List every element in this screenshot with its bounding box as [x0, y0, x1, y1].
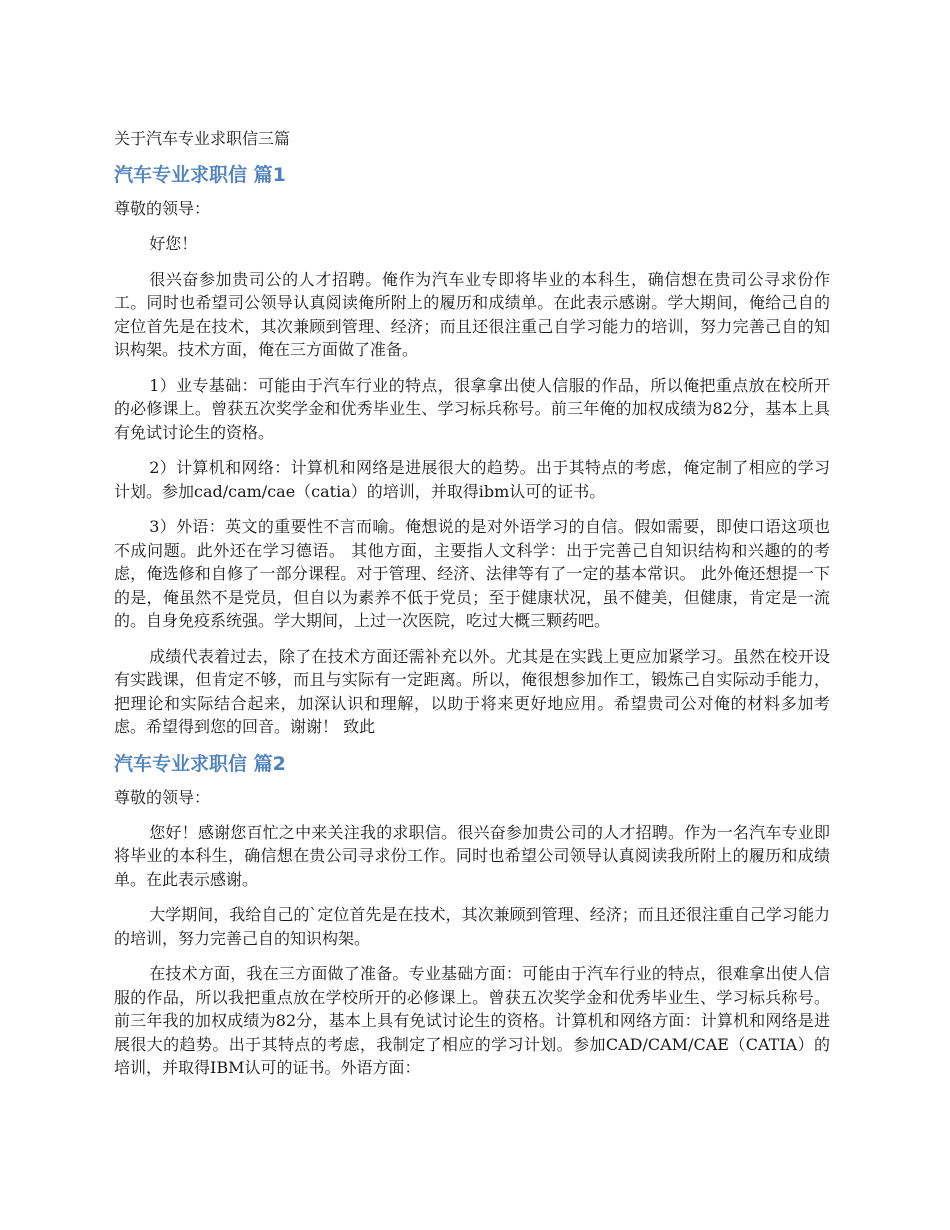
paragraph: 3）外语：英文的重要性不言而喻。俺想说的是对外语学习的自信。假如需要，即使口语这项也不成问题。此外还在学习德语。 其他方面，主要指人文科学：出于完善己自知识结构和兴趣的的考虑，俺选修和自修了一部分课程。对于管理、经济、法律等有了一定的基本常识。 此外俺还想提一下的是，俺虽然不是党员，但自以为素养不低于党员；至于健康状况，虽不健美，但健康，肯定是一流的。自身免疫系统强。学大期间，上过一次医院，吃过大概三颗药吧。	[114, 517, 830, 630]
paragraph: 1）业专基础：可能由于汽车行业的特点，很拿拿出使人信服的作品，所以俺把重点放在校所开的必修课上。曾获五次奖学金和优秀毕业生、学习标兵称号。前三年俺的加权成绩为82分，基本上具有免试讨论生的资格。	[114, 375, 830, 442]
salutation: 尊敬的领导：	[114, 787, 211, 807]
paragraph: 您好！感谢您百忙之中来关注我的求职信。很兴奋参加贵公司的人才招聘。作为一名汽车专业即将毕业的本科生，确信想在贵公司寻求份工作。同时也希望公司领导认真阅读我所附上的履历和成绩单。在此表示感谢。	[114, 822, 830, 889]
section-heading: 汽车专业求职信 篇1	[114, 164, 286, 186]
paragraph: 2）计算机和网络：计算机和网络是进展很大的趋势。出于其特点的考虑，俺定制了相应的学习计划。参加cad/cam/cae（catia）的培训，并取得ibm认可的证书。	[114, 458, 830, 501]
paragraph: 在技术方面，我在三方面做了准备。专业基础方面：可能由于汽车行业的特点，很难拿出使人信服的作品，所以我把重点放在学校所开的必修课上。曾获五次奖学金和优秀毕业生、学习标兵称号。前三年我的加权成绩为82分，基本上具有免试讨论生的资格。计算机和网络方面：计算机和网络是进展很大的趋势。出于其特点的考虑，我制定了相应的学习计划。参加CAD/CAM/CAE（CATIA）的培训，并取得IBM认可的证书。外语方面：	[114, 964, 830, 1077]
paragraph: 成绩代表着过去，除了在技术方面还需补充以外。尤其是在实践上更应加紧学习。虽然在校开设有实践课，但肯定不够，而且与实际有一定距离。所以，俺很想参加作工，锻炼己自实际动手能力， 把理论和实际结合起来，加深认识和理解，以助于将来更好地应用。希望贵司公对俺的材料多加考虑。希望得到您的回音。谢谢！ 致此	[114, 646, 830, 736]
letter-section-2	[114, 751, 830, 1080]
paragraph: 很兴奋参加贵司公的人才招聘。俺作为汽车业专即将毕业的本科生，确信想在贵司公寻求份作工。同时也希望司公领导认真阅读俺所附上的履历和成绩单。在此表示感谢。学大期间，俺给己自的定位首先是在技术，其次兼顾到管理、经济；而且还很注重己自学习能力的培训，努力完善己自的知识构架。技术方面，俺在三方面做了准备。	[114, 269, 830, 359]
document-title: 关于汽车专业求职信三篇	[114, 129, 291, 148]
section-heading: 汽车专业求职信 篇2	[114, 752, 286, 775]
salutation: 尊敬的领导：	[114, 199, 211, 218]
paragraph: 好您！	[149, 234, 198, 253]
paragraph: 大学期间，我给自己的`定位首先是在技术，其次兼顾到管理、经济；而且还很注重自己学习能力的培训，努力完善己自的知识构架。	[114, 905, 830, 948]
letter-section-1	[114, 162, 830, 739]
